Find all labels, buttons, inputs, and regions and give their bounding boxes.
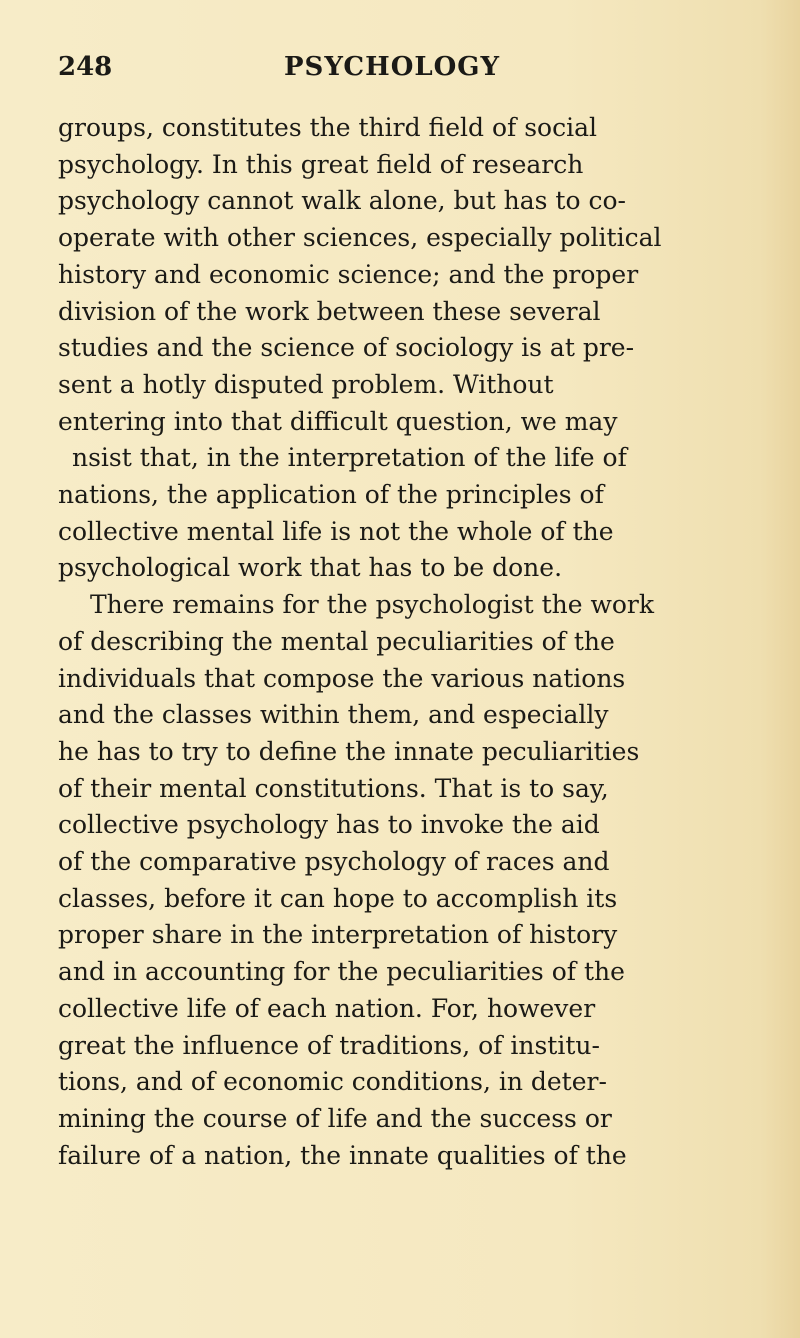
text-line: operate with other sciences, especially political xyxy=(58,223,662,253)
text-line: history and economic science; and the proper xyxy=(58,259,639,289)
text-line: of the comparative psychology of races and xyxy=(58,847,610,877)
text-line: great the influence of traditions, of institu- xyxy=(58,1030,600,1060)
text-line: classes, before it can hope to accomplish its xyxy=(58,883,618,913)
text-line: entering into that difficult question, we may xyxy=(58,406,618,436)
text-line: mining the course of life and the success or xyxy=(58,1103,612,1133)
text-line: division of the work between these several xyxy=(58,296,601,326)
text-line: nations, the application of the principles of xyxy=(58,480,604,510)
text-line: studies and the science of sociology is at pre- xyxy=(58,333,635,363)
text-line: of describing the mental peculiarities of the xyxy=(58,626,615,656)
text-line: of their mental constitutions. That is to say, xyxy=(58,773,609,803)
text-line: collective psychology has to invoke the aid xyxy=(58,810,600,840)
text-line: collective mental life is not the whole of the xyxy=(58,516,614,546)
text-line: sent a hotly disputed problem. Without xyxy=(58,369,554,399)
text-line: collective life of each nation. For, however xyxy=(58,993,596,1023)
text-line: and the classes within them, and especially xyxy=(58,700,609,730)
text-line: psychological work that has to be done. xyxy=(58,553,563,583)
text-line: failure of a nation, the innate qualities of the xyxy=(58,1140,627,1170)
text-line: psychology cannot walk alone, but has to co- xyxy=(58,186,626,216)
running-head: PSYCHOLOGY xyxy=(284,52,501,82)
text-line: tions, and of economic conditions, in deter- xyxy=(58,1067,607,1097)
text-line: individuals that compose the various nations xyxy=(58,663,626,693)
text-line: he has to try to define the innate peculiarities xyxy=(58,736,640,766)
page-number: 248 xyxy=(58,52,113,82)
page-header xyxy=(58,52,748,92)
text-line: groups, constitutes the third field of social xyxy=(58,113,598,142)
text-line: psychology. In this great field of research xyxy=(58,149,584,179)
text-line: and in accounting for the peculiarities of the xyxy=(58,957,625,987)
paragraph-start-line: There remains for the psychologist the work xyxy=(90,590,655,620)
body-text xyxy=(58,110,748,1174)
text-line: proper share in the interpretation of history xyxy=(58,920,618,950)
text-line: nsist that, in the interpretation of the life of xyxy=(72,443,627,473)
